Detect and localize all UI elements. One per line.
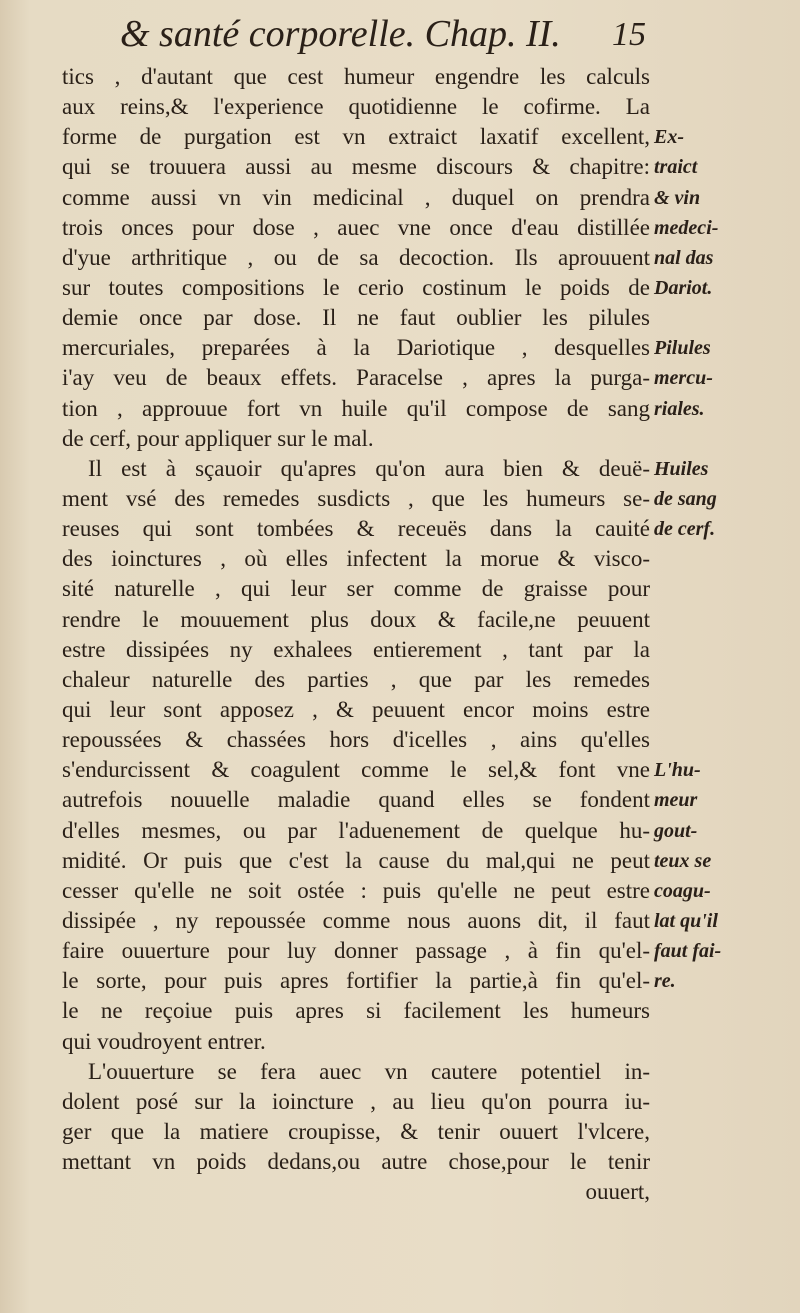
margin-note: mercu- xyxy=(654,367,713,390)
margin-note xyxy=(654,665,794,695)
margin-note: de cerf. xyxy=(654,518,716,541)
text-line: de cerf, pour appliquer sur le mal. xyxy=(62,425,374,451)
margin-note: faut fai- xyxy=(654,940,722,963)
text-line: rendre le mouuement plus doux & facile,ne peuuent xyxy=(62,606,650,632)
text-line: trois onces pour dose , auec vne once d'eau distillée xyxy=(62,214,650,240)
margin-note xyxy=(654,303,794,333)
margin-note xyxy=(654,605,794,635)
margin-note: teux se xyxy=(654,849,712,872)
text-line: ouuert, xyxy=(585,1179,650,1205)
margin-note: riales. xyxy=(654,397,705,420)
margin-note: de sang xyxy=(654,487,717,510)
margin-note: meur xyxy=(654,789,698,812)
text-line: demie once par dose. Il ne faut oublier les pilules xyxy=(62,305,650,331)
text-line: tion , approuue fort vn huile qu'il compose de sang xyxy=(62,395,650,421)
text-line: ger que la matiere croupisse, & tenir ouuert l'vlcere, xyxy=(62,1118,650,1144)
margin-note xyxy=(654,725,794,755)
text-line: aux reins,& l'experience quotidienne le cofirme. La xyxy=(62,94,650,120)
text-line: dolent posé sur la ioincture , au lieu qu'on pourra iu- xyxy=(62,1088,650,1114)
margin-note: nal das xyxy=(654,246,714,269)
text-line: repoussées & chassées hors d'icelles , ains qu'elles xyxy=(62,727,650,753)
text-line: Il est à sçauoir qu'apres qu'on aura bien & deuë- xyxy=(88,455,650,481)
margin-note xyxy=(654,635,794,665)
page-header xyxy=(0,12,800,64)
margin-note: traict xyxy=(654,156,698,179)
margin-note: re. xyxy=(654,970,676,993)
margin-note: gout- xyxy=(654,819,698,842)
margin-note xyxy=(654,92,794,122)
text-line: comme aussi vn vin medicinal , duquel on prendra xyxy=(62,184,650,210)
margin-note: L'hu- xyxy=(654,759,701,782)
text-line: faire ouuerture pour luy donner passage , à fin qu'el- xyxy=(62,938,650,964)
text-line: tics , d'autant que cest humeur engendre les calculs xyxy=(62,64,650,89)
margin-note: coagu- xyxy=(654,879,711,902)
text-line: d'elles mesmes, ou par l'aduenement de quelque hu- xyxy=(62,817,650,843)
text-line: sité naturelle , qui leur ser comme de graisse pour xyxy=(62,576,650,602)
margin-note: Dariot. xyxy=(654,276,713,299)
margin-note: Pilules xyxy=(654,337,711,360)
text-line: qui leur sont apposez , & peuuent encor moins estre xyxy=(62,696,650,722)
text-line: le sorte, pour puis apres fortifier la partie,à fin qu'el- xyxy=(62,968,650,994)
text-line: reuses qui sont tombées & receuës dans la cauité xyxy=(62,516,650,542)
margin-note xyxy=(654,424,794,454)
margin-note xyxy=(654,62,794,92)
text-line: le ne reçoiue puis apres si facilement les humeurs xyxy=(62,998,650,1024)
running-head: & santé corporelle. Chap. II. xyxy=(120,13,561,55)
text-line: mercuriales, preparées à la Dariotique , desquelles xyxy=(62,335,650,361)
margin-note xyxy=(654,544,794,574)
text-line: qui voudroyent entrer. xyxy=(62,1028,266,1054)
text-line: ment vsé des remedes susdicts , que les humeurs se- xyxy=(62,485,650,511)
text-line: i'ay veu de beaux effets. Paracelse , apres la purga- xyxy=(62,365,650,391)
margin-note: Huiles xyxy=(654,457,709,480)
page-number: 15 xyxy=(612,16,646,53)
text-line: chaleur naturelle des parties , que par les remedes xyxy=(62,666,650,692)
text-line: estre dissipées ny exhalees entierement , tant par la xyxy=(62,636,650,662)
margin-note: medeci- xyxy=(654,216,719,239)
margin-note xyxy=(654,695,794,725)
text-line: d'yue arthritique , ou de sa decoction. Ils aprouuent xyxy=(62,244,650,270)
text-line: autrefois nouuelle maladie quand elles se fondent xyxy=(62,787,650,813)
text-line: dissipée , ny repoussée comme nous auons dit, il faut xyxy=(62,907,650,933)
text-line: mettant vn poids dedans,ou autre chose,pour le tenir xyxy=(62,1149,650,1175)
text-line: midité. Or puis que c'est la cause du mal,qui ne peut xyxy=(62,847,650,873)
text-line: sur toutes compositions le cerio costinum le poids de xyxy=(62,274,650,300)
text-line: qui se trouuera aussi au mesme discours & chapitre: xyxy=(62,154,650,180)
text-line: s'endurcissent & coagulent comme le sel,& font vne xyxy=(62,757,650,783)
text-line: des ioinctures , où elles infectent la morue & visco- xyxy=(62,546,650,572)
margin-notes xyxy=(654,62,794,996)
margin-note xyxy=(654,574,794,604)
text-line: L'ouuerture se fera auec vn cautere potentiel in- xyxy=(88,1058,650,1084)
margin-note: lat qu'il xyxy=(654,909,718,932)
text-line: forme de purgation est vn extraict laxatif excellent, xyxy=(62,124,650,150)
text-line: cesser qu'elle ne soit ostée : puis qu'elle ne peut estre xyxy=(62,877,650,903)
body-text xyxy=(62,62,650,1207)
margin-note: & vin xyxy=(654,186,701,209)
margin-note: Ex- xyxy=(654,126,684,149)
